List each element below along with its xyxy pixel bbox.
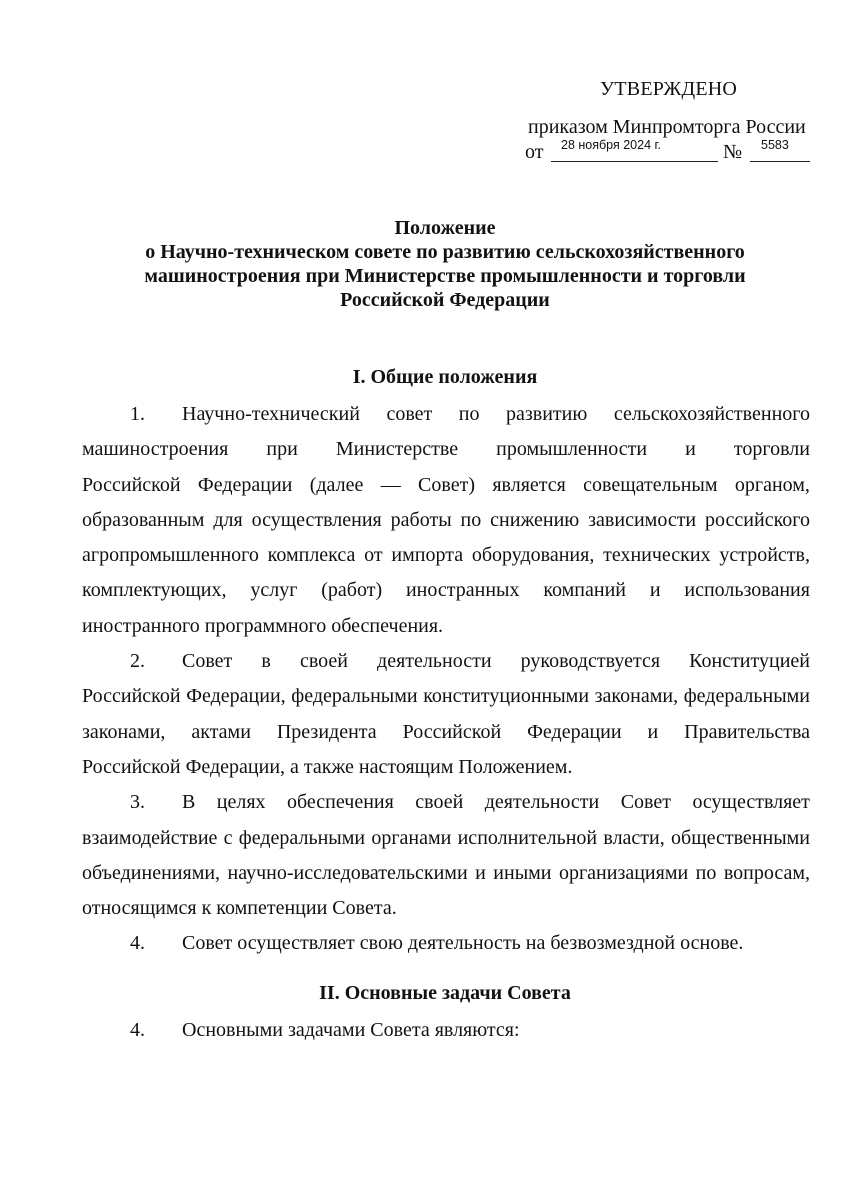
approved-by: приказом Минпромторга России <box>528 116 806 138</box>
text-line: 1. Научно-технический совет по развитию сельскохозяйственного <box>82 397 810 432</box>
order-date: 28 ноября 2024 г. <box>561 138 661 152</box>
paragraph-number: 1. <box>130 403 145 425</box>
section-body <box>82 397 810 962</box>
paragraph-number: 2. <box>130 650 145 673</box>
text-line: 4. Основными задачами Совета являются: <box>82 1013 810 1048</box>
paragraph <box>82 397 810 644</box>
title-line: машиностроения при Министерстве промышленности и торговли <box>144 265 746 287</box>
text-line: образованным для осуществления работы по снижению зависимости российского <box>82 508 810 531</box>
text-line: объединениями, научно-исследовательскими и иными организациями по вопросам, <box>82 861 810 884</box>
text-line: законами, актами Президента Российской Федерации и Правительства <box>82 720 810 743</box>
text-line: машиностроения при Министерстве промышленности и торговли <box>82 438 810 461</box>
title-line: о Научно-техническом совете по развитию сельскохозяйственного <box>145 241 745 263</box>
text-line: Российской Федерации (далее — Совет) является совещательным органом, <box>82 473 810 496</box>
date-underline <box>551 161 718 162</box>
text-line: Российской Федерации, а также настоящим Положением. <box>82 755 573 778</box>
section-body <box>82 1013 810 1048</box>
section-heading: I. Общие положения <box>352 366 538 388</box>
text-line: комплектующих, услуг (работ) иностранных компаний и использования <box>82 579 810 602</box>
date-label: от <box>525 141 544 163</box>
text-line: 4. Совет осуществляет свою деятельность на безвозмездной основе. <box>82 926 810 961</box>
paragraph-number: 4. <box>130 932 145 955</box>
text-line: агропромышленного комплекса от импорта оборудования, технических устройств, <box>82 544 810 567</box>
order-details <box>523 138 813 166</box>
text-line: взаимодействие с федеральными органами исполнительной власти, общественными <box>82 826 810 849</box>
text-line: относящимся к компетенции Совета. <box>82 897 397 920</box>
title-line: Положение <box>394 217 496 239</box>
text-line: 3. В целях обеспечения своей деятельности Совет осуществляет <box>82 785 810 820</box>
paragraph <box>82 785 810 926</box>
approved-title: УТВЕРЖДЕНО <box>600 78 738 100</box>
paragraph-number: 4. <box>130 1019 145 1041</box>
title-line: Российской Федерации <box>340 289 550 311</box>
text-line: иностранного программного обеспечения. <box>82 614 444 637</box>
order-number: 5583 <box>761 138 789 152</box>
text-line: 2. Совет в своей деятельности руководствуется Конституцией <box>82 644 810 679</box>
text-line: Российской Федерации, федеральными конституционными законами, федеральными <box>82 685 810 708</box>
paragraph-number: 3. <box>130 791 145 814</box>
paragraph <box>82 926 810 961</box>
paragraph <box>82 1013 810 1048</box>
section-heading: II. Основные задачи Совета <box>319 982 571 1004</box>
document-title <box>80 216 810 312</box>
number-underline <box>750 161 810 162</box>
number-label: № <box>723 141 743 163</box>
paragraph <box>82 644 810 785</box>
